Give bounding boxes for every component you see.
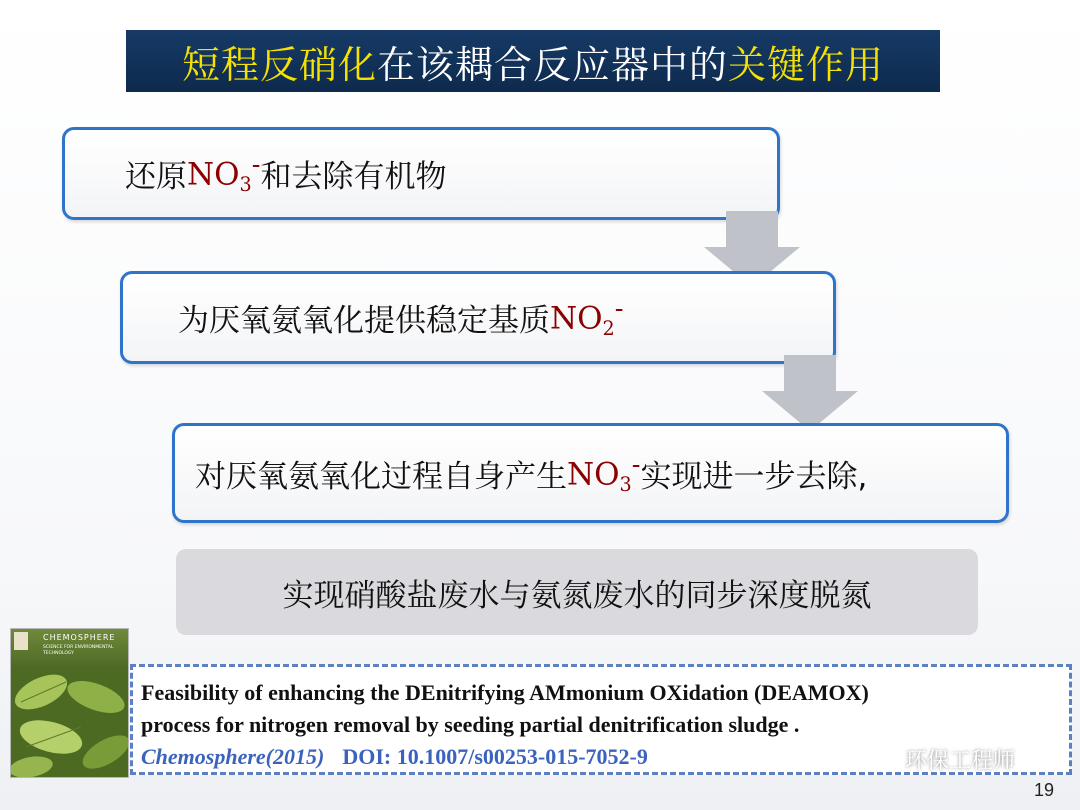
watermark-text: 环保工程师 xyxy=(905,749,1016,774)
step-3-chem-sub: 3 xyxy=(619,473,632,497)
step-2-chem-sup: - xyxy=(614,294,624,325)
step-1-chem-sup: - xyxy=(251,150,261,181)
step-box-1 xyxy=(62,127,780,220)
title-middle: 在该耦合反应器中的 xyxy=(376,42,728,87)
step-2-chem-sub: 2 xyxy=(602,317,615,341)
step-3-chem-base: NO xyxy=(567,456,620,493)
watermark xyxy=(863,744,1015,775)
step-3-text-before: 对厌氧氨氧化过程自身产生 xyxy=(195,458,567,495)
step-2-chem xyxy=(550,294,624,340)
step-1-chem xyxy=(187,150,261,196)
step-box-2 xyxy=(120,271,836,364)
title-highlight-2: 关键作用 xyxy=(728,42,885,87)
step-1-chem-base: NO xyxy=(187,156,240,193)
step-2-chem-base: NO xyxy=(550,300,603,337)
step-2-text-before: 为厌氧氨氧化提供稳定基质 xyxy=(178,303,550,339)
cover-header xyxy=(11,629,128,667)
title-highlight-1: 短程反硝化 xyxy=(181,42,377,87)
step-3-chem xyxy=(567,450,641,496)
step-1-chem-sub: 3 xyxy=(239,173,252,197)
reference-doi-link[interactable]: DOI: 10.1007/s00253-015-7052-9 xyxy=(342,744,648,769)
step-box-3 xyxy=(172,423,1009,523)
step-1-text-before: 还原 xyxy=(125,159,187,195)
result-box xyxy=(176,549,978,635)
reference-title-line-2: process for nitrogen removal by seeding partial denitrification sludge . xyxy=(141,712,800,737)
slide-title xyxy=(126,30,940,92)
cover-subtitle: SCIENCE FOR ENVIRONMENTAL TECHNOLOGY xyxy=(43,645,114,656)
reference-title-line-1: Feasibility of enhancing the DEnitrifying AMmonium OXidation (DEAMOX) xyxy=(141,680,869,705)
cover-title: CHEMOSPHERE xyxy=(43,633,116,642)
step-3-chem-sup: - xyxy=(631,449,641,480)
page-number: 19 xyxy=(1033,780,1054,800)
wechat-icon xyxy=(863,746,897,774)
result-text: 实现硝酸盐废水与氨氮废水的同步深度脱氮 xyxy=(282,577,872,614)
reference-journal: Chemosphere(2015) xyxy=(141,744,325,769)
step-3-text-after: 实现进一步去除, xyxy=(640,458,868,495)
leaves-image xyxy=(11,667,129,778)
step-1-text-after: 和去除有机物 xyxy=(260,159,447,195)
journal-cover-image xyxy=(10,628,129,778)
down-arrow-icon xyxy=(762,355,858,431)
publisher-logo-icon xyxy=(14,632,28,650)
